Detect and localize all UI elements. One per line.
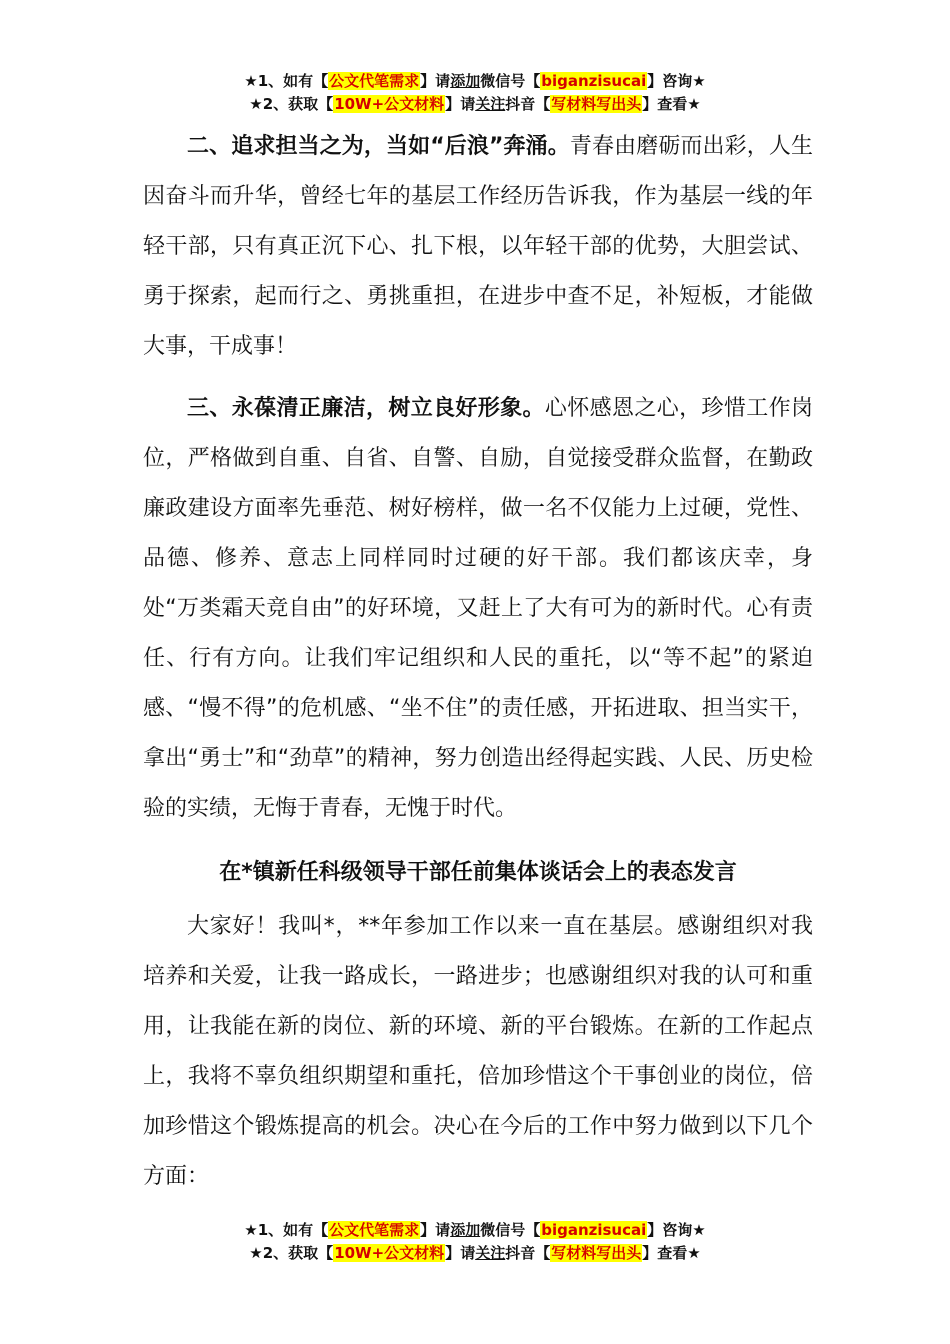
- ad-text: 微信号【: [480, 1221, 541, 1239]
- ad-highlight: biganzisucai: [541, 1221, 647, 1239]
- ad-underline: 关注: [475, 95, 506, 113]
- paragraph-section-3: [143, 384, 813, 834]
- ad-underline: 添加: [450, 1221, 481, 1239]
- ad-text: 】请: [420, 72, 451, 90]
- ad-underline: 添加: [450, 72, 481, 90]
- ad-highlight: 公文代笔需求: [329, 72, 420, 90]
- paragraph-heading: 三、永葆清正廉洁，树立良好形象。: [187, 396, 545, 421]
- ad-text: 】请: [445, 1244, 476, 1262]
- paragraph-text: 青春由磨砺而出彩，人生因奋斗而升华，曾经七年的基层工作经历告诉我，作为基层一线的年轻干部，只有真正沉下心、扎下根，以年轻干部的优势，大胆尝试、勇于探索，起而行之、勇挑重担，在进步中查不足，补短板，才能做大事，干成事！: [143, 134, 813, 359]
- speech-title: 在*镇新任科级领导干部任前集体谈话会上的表态发言: [219, 860, 737, 885]
- document-body: [143, 122, 813, 1202]
- paragraph-speech-intro: [143, 902, 813, 1202]
- ad-underline: 关注: [475, 1244, 506, 1262]
- ad-banner-top: [0, 70, 950, 116]
- paragraph-section-2: [143, 122, 813, 372]
- ad-highlight: 公文代笔需求: [329, 1221, 420, 1239]
- ad-text: 】咨询★: [647, 1221, 706, 1239]
- ad-highlight: biganzisucai: [541, 72, 647, 90]
- ad-line-1: [0, 70, 950, 93]
- ad-text: 】查看★: [642, 1244, 701, 1262]
- ad-highlight: 10W+公文材料: [334, 1244, 445, 1262]
- ad-text: 】请: [420, 1221, 451, 1239]
- ad-text: ★1、如有【: [244, 72, 329, 90]
- ad-text: ★2、获取【: [249, 95, 334, 113]
- ad-line-2: [0, 93, 950, 116]
- ad-text: ★2、获取【: [249, 1244, 334, 1262]
- ad-text: 】咨询★: [647, 72, 706, 90]
- ad-text: 抖音【: [505, 95, 551, 113]
- ad-text: 抖音【: [505, 1244, 551, 1262]
- ad-line-1: [0, 1219, 950, 1242]
- ad-line-2: [0, 1242, 950, 1265]
- ad-text: 】查看★: [642, 95, 701, 113]
- ad-banner-bottom: [0, 1219, 950, 1265]
- ad-highlight: 写材料写出头: [551, 1244, 642, 1262]
- ad-highlight: 10W+公文材料: [334, 95, 445, 113]
- paragraph-text: 大家好！我叫*，**年参加工作以来一直在基层。感谢组织对我培养和关爱，让我一路成长，一路进步；也感谢组织对我的认可和重用，让我能在新的岗位、新的环境、新的平台锻炼。在新的工作起点上，我将不辜负组织期望和重托，倍加珍惜这个干事创业的岗位，倍加珍惜这个锻炼提高的机会。决心在今后的工作中努力做到以下几个方面：: [143, 914, 813, 1189]
- ad-highlight: 写材料写出头: [551, 95, 642, 113]
- ad-text: ★1、如有【: [244, 1221, 329, 1239]
- ad-text: 微信号【: [480, 72, 541, 90]
- paragraph-heading: 二、追求担当之为，当如“后浪”奔涌。: [187, 134, 570, 159]
- ad-text: 】请: [445, 95, 476, 113]
- paragraph-text: 心怀感恩之心，珍惜工作岗位，严格做到自重、自省、自警、自励，自觉接受群众监督，在勤政廉政建设方面率先垂范、树好榜样，做一名不仅能力上过硬，党性、品德、修养、意志上同样同时过硬的好干部。我们都该庆幸，身处“万类霜天竞自由”的好环境，又赶上了大有可为的新时代。心有责任、行有方向。让我们牢记组织和人民的重托，以“等不起”的紧迫感、“慢不得”的危机感、“坐不住”的责任感，开拓进取、担当实干，拿出“勇士”和“劲草”的精神，努力创造出经得起实践、人民、历史检验的实绩，无悔于青春，无愧于时代。: [143, 396, 813, 821]
